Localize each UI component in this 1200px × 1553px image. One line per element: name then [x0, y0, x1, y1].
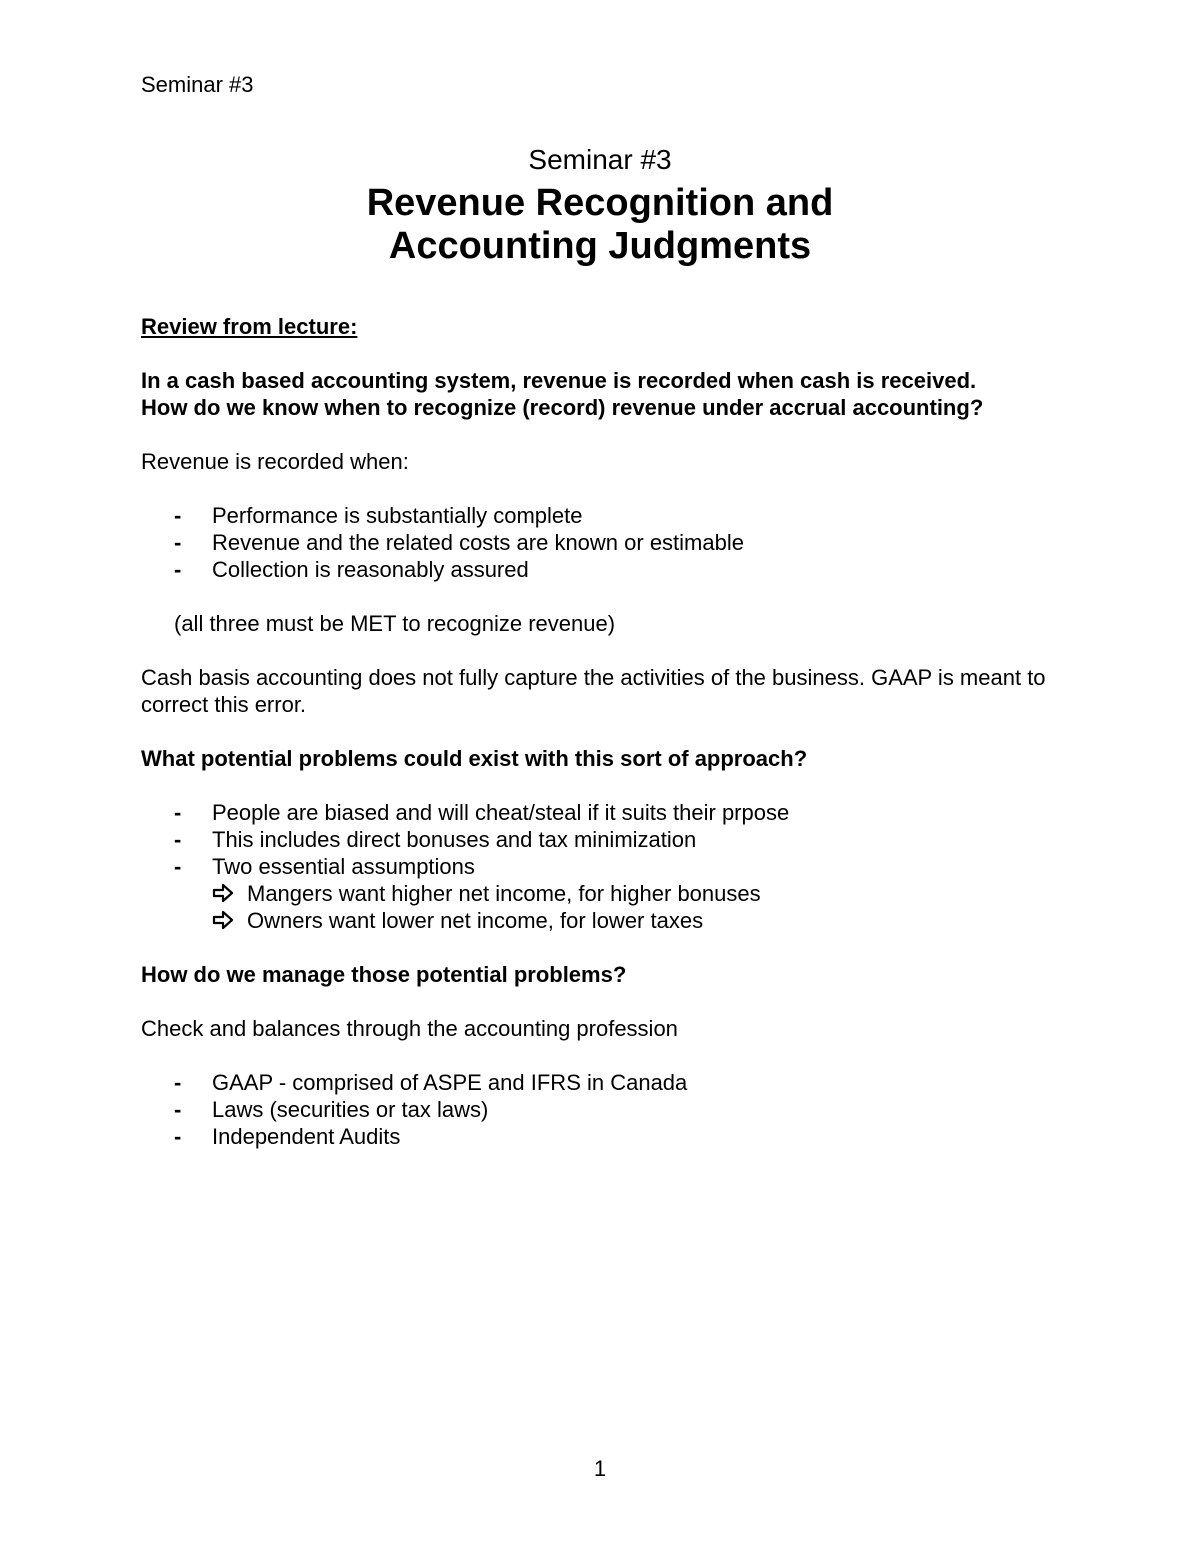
list-item: - This includes direct bonuses and tax minimization — [174, 827, 697, 852]
dash-bullet-icon: - — [174, 1097, 182, 1122]
revenue-intro: Revenue is recorded when: — [141, 449, 409, 474]
sub-list-item: Owners want lower net income, for lower taxes — [212, 907, 1071, 934]
problems-heading: What potential problems could exist with this sort of approach? — [141, 746, 808, 771]
list-item: - GAAP - comprised of ASPE and IFRS in Canada — [174, 1070, 688, 1095]
arrow-right-icon — [212, 909, 234, 931]
seminar-label: Seminar #3 — [528, 144, 672, 175]
dash-bullet-icon: - — [174, 503, 182, 528]
dash-bullet-icon: - — [174, 557, 182, 582]
title-block — [0, 143, 1200, 268]
review-heading: Review from lecture: — [141, 314, 358, 339]
title-line-2: Accounting Judgments — [388, 225, 812, 267]
dash-bullet-icon: - — [174, 827, 182, 852]
criteria-note: (all three must be MET to recognize revenue) — [174, 611, 616, 636]
problems-list — [141, 799, 1071, 934]
list-item: - Revenue and the related costs are known or estimable — [174, 530, 744, 555]
dash-bullet-icon: - — [174, 800, 182, 825]
running-header: Seminar #3 — [141, 72, 254, 97]
page-number: 1 — [593, 1456, 607, 1481]
manage-intro: Check and balances through the accounting profession — [141, 1016, 678, 1041]
document-body — [141, 313, 1071, 1150]
dash-bullet-icon: - — [174, 1070, 182, 1095]
list-item: - Independent Audits — [174, 1124, 401, 1149]
title-line-1: Revenue Recognition and — [366, 182, 834, 224]
manage-heading: How do we manage those potential problems? — [141, 962, 627, 987]
dash-bullet-icon: - — [174, 1124, 182, 1149]
arrow-right-icon — [212, 882, 234, 904]
criteria-list — [141, 502, 1071, 583]
dash-bullet-icon: - — [174, 854, 182, 879]
document-title — [0, 182, 1200, 268]
sub-list-item: Mangers want higher net income, for higher bonuses — [212, 880, 1071, 907]
cash-basis-paragraph: Cash basis accounting does not fully capture the activities of the business. GAAP is meant to correct this error. — [141, 665, 1046, 717]
list-item: - Collection is reasonably assured — [174, 557, 529, 582]
list-item: - People are biased and will cheat/steal if it suits their prpose — [174, 800, 790, 825]
manage-list — [141, 1069, 1071, 1150]
review-question-1: In a cash based accounting system, revenue is recorded when cash is received. — [141, 368, 977, 393]
list-item: - Two essential assumptions Mangers want higher net income, for higher bonuses Owners want lower net income, for lower taxes — [141, 853, 1071, 934]
list-item: - Laws (securities or tax laws) — [174, 1097, 489, 1122]
assumptions-sublist — [212, 880, 1071, 934]
list-item: - Performance is substantially complete — [174, 503, 583, 528]
review-question-2: How do we know when to recognize (record) revenue under accrual accounting? — [141, 395, 984, 420]
dash-bullet-icon: - — [174, 530, 182, 555]
